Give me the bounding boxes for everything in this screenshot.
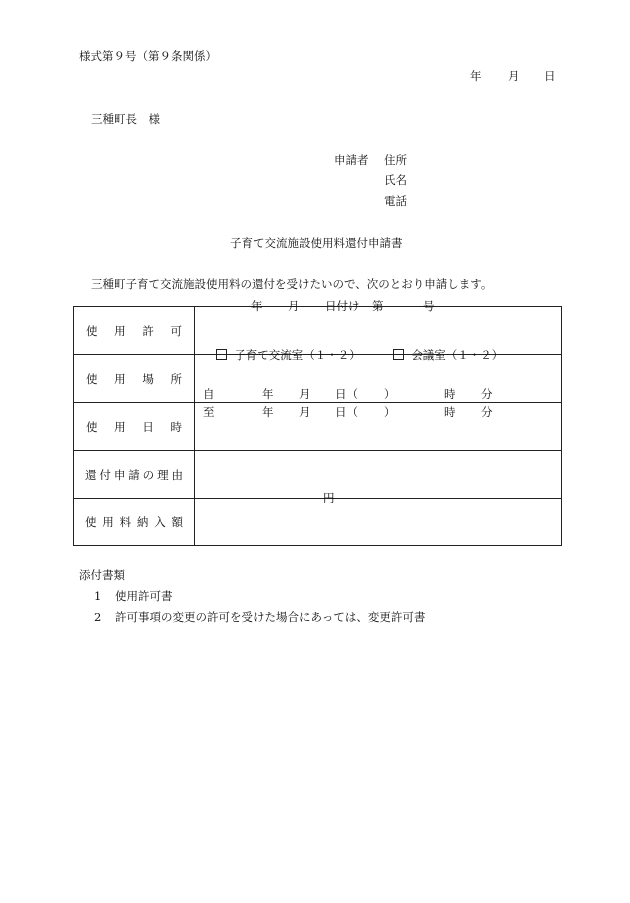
- application-table: [73, 299, 562, 546]
- date-month-label: 月: [508, 69, 520, 83]
- place-label-cell: [74, 355, 195, 403]
- datetime-to-year: 年: [262, 405, 274, 419]
- attachment-item-2-text: 許可事項の変更の許可を受けた場合にあっては、変更許可書: [115, 610, 426, 624]
- fee-row: [74, 499, 562, 546]
- datetime-from-month: 月: [299, 387, 311, 401]
- attachment-item-1-text: 使用許可書: [115, 589, 173, 603]
- applicant-name-label: 氏名: [384, 173, 407, 187]
- applicant-phone-label: 電話: [384, 194, 407, 208]
- datetime-row: [74, 403, 562, 451]
- datetime-from-label: 自: [203, 387, 215, 401]
- permit-number-prefix: 第: [372, 299, 384, 313]
- place-option1[interactable]: [216, 349, 361, 362]
- place-option2[interactable]: [393, 349, 503, 362]
- place-option1-label: 子育て交流室（１・２）: [234, 348, 361, 362]
- addressee: 三種町長 様: [91, 112, 160, 126]
- attachment-item-2-num: 2: [94, 610, 102, 624]
- fee-value-cell[interactable]: [195, 491, 562, 546]
- datetime-to-hour: 時: [444, 405, 456, 419]
- datetime-label: 使用日時: [86, 419, 182, 434]
- date-day-label: 日: [544, 69, 556, 83]
- checkbox-icon[interactable]: [216, 349, 227, 360]
- form-number: 様式第９号（第９条関係）: [79, 49, 217, 63]
- datetime-to-month: 月: [299, 405, 311, 419]
- permit-dated-label: 日付け: [325, 299, 360, 313]
- intro-text: 三種町子育て交流施設使用料の還付を受けたいので、次のとおり申請します。: [91, 277, 493, 291]
- datetime-to-minute: 分: [481, 405, 493, 419]
- permit-label: 使用許可: [86, 323, 182, 338]
- permit-label-cell: [74, 307, 195, 355]
- fee-label-cell: [74, 499, 195, 546]
- datetime-from-year: 年: [262, 387, 274, 401]
- attachments-title: 添付書類: [79, 568, 125, 582]
- applicant-label: 申請者: [334, 153, 369, 167]
- datetime-from-hour: 時: [444, 387, 456, 401]
- datetime-from-day: 日（: [335, 387, 358, 401]
- fee-label: 使用料納入額: [85, 515, 183, 529]
- fee-unit-label: 円: [323, 491, 335, 505]
- datetime-from-minute: 分: [481, 387, 493, 401]
- datetime-from-paren: ）: [384, 387, 396, 401]
- datetime-to-paren: ）: [384, 405, 396, 419]
- permit-month-label: 月: [288, 299, 300, 313]
- datetime-to-label: 至: [203, 405, 215, 419]
- attachment-item-1-num: 1: [94, 589, 102, 603]
- permit-number-suffix: 号: [423, 299, 435, 313]
- reason-value-cell[interactable]: [195, 451, 562, 499]
- reason-label: 還付申請の理由: [85, 467, 183, 482]
- checkbox-icon[interactable]: [393, 349, 404, 360]
- place-label: 使用場所: [86, 371, 182, 386]
- datetime-to-day: 日（: [335, 405, 358, 419]
- datetime-value-cell[interactable]: [195, 387, 562, 451]
- place-value-cell: [195, 348, 562, 403]
- datetime-label-cell: [74, 403, 195, 451]
- date-year-label: 年: [470, 69, 482, 83]
- reason-label-cell: [74, 451, 195, 499]
- applicant-address-label: 住所: [384, 153, 407, 167]
- document-title: 子育て交流施設使用料還付申請書: [230, 236, 403, 250]
- permit-year-label: 年: [251, 299, 263, 313]
- reason-row: [74, 451, 562, 499]
- place-option2-label: 会議室（１・２）: [411, 348, 504, 362]
